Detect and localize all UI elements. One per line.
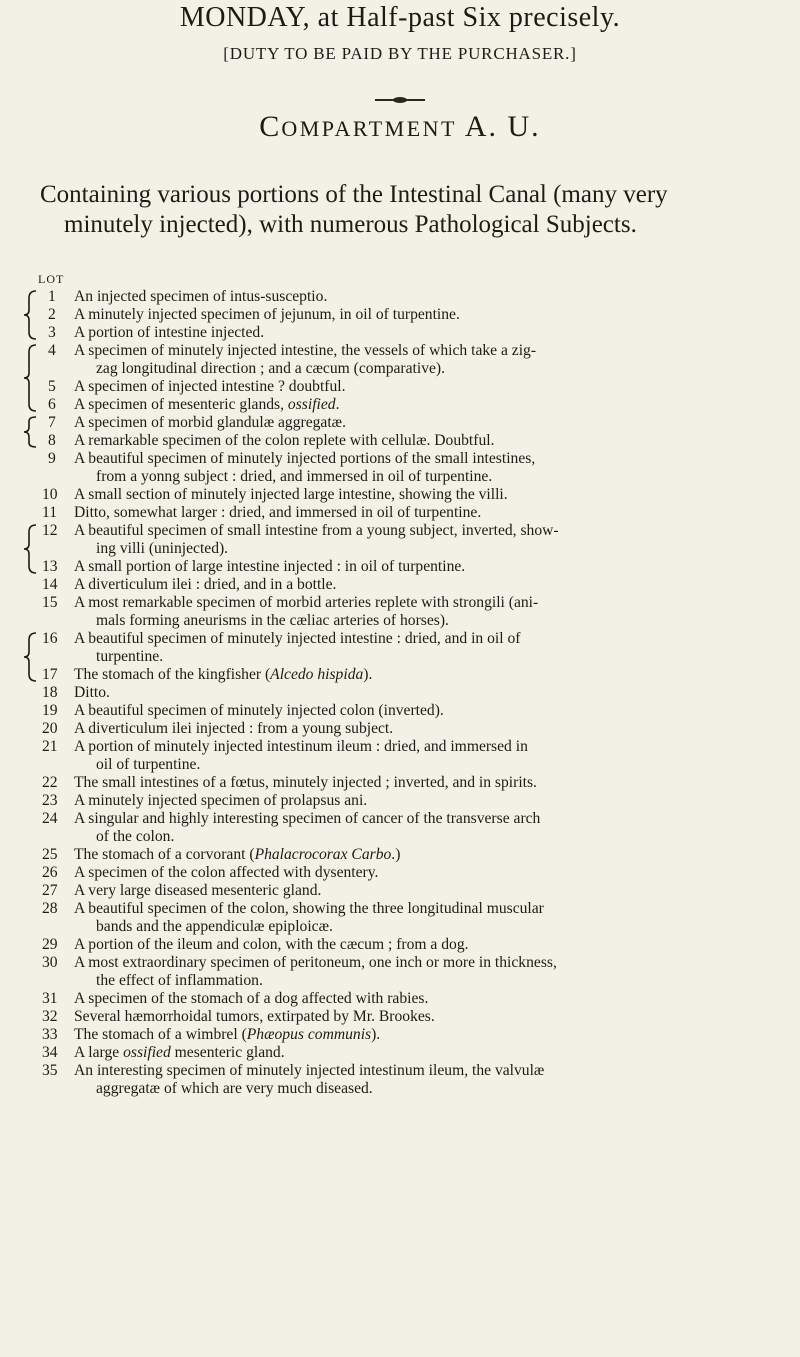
compartment-id: A. U. xyxy=(464,110,541,143)
lot-description-line: A small section of minutely injected large intestine, showing the villi. xyxy=(74,486,508,503)
lot-entry xyxy=(0,900,800,936)
lot-description-line: A singular and highly interesting specimen of cancer of the transverse arch xyxy=(74,810,541,827)
lot-description xyxy=(74,792,780,810)
grouping-brace xyxy=(22,416,40,448)
lot-entry xyxy=(0,702,800,720)
lot-description-line: A minutely injected specimen of prolapsus ani. xyxy=(74,792,368,809)
lot-description-line: A diverticulum ilei injected : from a young subject. xyxy=(74,720,394,737)
lot-column-label: LOT xyxy=(38,272,65,286)
lot-description-line: A beautiful specimen of minutely injected colon (inverted). xyxy=(74,702,444,719)
lot-entry xyxy=(0,846,800,864)
lot-entry xyxy=(0,558,800,576)
lot-number: 17 xyxy=(42,666,58,683)
lot-number: 2 xyxy=(48,306,56,323)
lot-number: 15 xyxy=(42,594,58,611)
lot-entry xyxy=(0,684,800,702)
lot-number: 24 xyxy=(42,810,58,827)
lot-number: 7 xyxy=(48,414,56,431)
duty-notice: [DUTY TO BE PAID BY THE PURCHASER.] xyxy=(223,44,577,63)
lot-description-line: A beautiful specimen of minutely injected intestine : dried, and in oil of xyxy=(74,630,521,647)
lot-description xyxy=(74,990,780,1008)
lot-number: 23 xyxy=(42,792,58,809)
lot-number: 20 xyxy=(42,720,58,737)
lot-entry xyxy=(0,666,800,684)
lot-entry xyxy=(0,990,800,1008)
lot-number: 12 xyxy=(42,522,58,539)
lot-number: 34 xyxy=(42,1044,58,1061)
lot-description-line: A specimen of the colon affected with dysentery. xyxy=(74,864,379,881)
lot-number: 18 xyxy=(42,684,58,701)
lot-number: 21 xyxy=(42,738,58,755)
lot-description-line: The small intestines of a fœtus, minutely injected ; inverted, and in spirits. xyxy=(74,774,537,791)
lot-description-line: oil of turpentine. xyxy=(96,756,201,773)
lot-description-line: A beautiful specimen of the colon, showing the three longitudinal muscular xyxy=(74,900,544,917)
lot-entry xyxy=(0,792,800,810)
lot-list xyxy=(0,288,800,1098)
lot-number: 3 xyxy=(48,324,56,341)
compartment-heading xyxy=(0,110,800,144)
lot-description xyxy=(74,414,780,432)
lot-description-line: A beautiful specimen of small intestine from a young subject, inverted, show- xyxy=(74,522,559,539)
lot-description xyxy=(74,522,780,558)
lot-entry xyxy=(0,288,800,306)
grouping-brace xyxy=(22,632,40,682)
lot-description xyxy=(74,342,780,378)
lot-number: 5 xyxy=(48,378,56,395)
lot-description-line: zag longitudinal direction ; and a cæcum (comparative). xyxy=(96,360,446,377)
lot-entry xyxy=(0,1008,800,1026)
compartment-initial: C xyxy=(259,110,282,143)
lot-number: 33 xyxy=(42,1026,58,1043)
lot-entry xyxy=(0,774,800,792)
lot-description xyxy=(74,774,780,792)
lot-description xyxy=(74,1008,780,1026)
lot-entry xyxy=(0,378,800,396)
lot-entry xyxy=(0,342,800,378)
lot-description-line: from a yonng subject : dried, and immersed in oil of turpentine. xyxy=(96,468,493,485)
lot-entry xyxy=(0,810,800,846)
lot-number: 11 xyxy=(42,504,58,521)
lot-description xyxy=(74,558,780,576)
lot-description xyxy=(74,630,780,666)
lot-entry xyxy=(0,486,800,504)
lot-number: 31 xyxy=(42,990,58,1007)
grouping-brace xyxy=(22,524,40,574)
lot-entry xyxy=(0,954,800,990)
lot-description-line: A small portion of large intestine injected : in oil of turpentine. xyxy=(74,558,466,575)
lot-number: 6 xyxy=(48,396,56,413)
lot-entry xyxy=(0,504,800,522)
lot-description xyxy=(74,1044,780,1062)
lot-description xyxy=(74,576,780,594)
lot-description-line: The stomach of a corvorant (Phalacrocorax Carbo.) xyxy=(74,846,401,863)
lot-description xyxy=(74,846,780,864)
grouping-brace xyxy=(22,344,40,412)
lot-description-line: The stomach of the kingfisher (Alcedo hispida). xyxy=(74,666,373,683)
lot-description xyxy=(74,954,780,990)
lot-description xyxy=(74,450,780,486)
lot-description xyxy=(74,594,780,630)
lot-description xyxy=(74,936,780,954)
lot-description xyxy=(74,900,780,936)
lot-description-line: A specimen of morbid glandulæ aggregatæ. xyxy=(74,414,346,431)
lot-description xyxy=(74,306,780,324)
lot-description-line: A specimen of mesenteric glands, ossified. xyxy=(74,396,340,413)
lot-description-line: mals forming aneurisms in the cæliac arteries of horses). xyxy=(96,612,449,629)
lot-number: 27 xyxy=(42,882,58,899)
compartment-description xyxy=(40,180,780,240)
lot-description-line: ing villi (uninjected). xyxy=(96,540,229,557)
compartment-word: OMPARTMENT xyxy=(281,116,457,141)
lot-number: 22 xyxy=(42,774,58,791)
lot-description-line: A portion of minutely injected intestinum ileum : dried, and immersed in xyxy=(74,738,528,755)
lot-number: 28 xyxy=(42,900,58,917)
description-line-1: Containing various portions of the Intestinal Canal (many very xyxy=(40,181,668,208)
lot-number: 30 xyxy=(42,954,58,971)
lot-number: 9 xyxy=(48,450,56,467)
lot-description-line: A remarkable specimen of the colon replete with cellulæ. Doubtful. xyxy=(74,432,495,449)
lot-description xyxy=(74,720,780,738)
ornamental-rule xyxy=(375,99,425,101)
lot-description-line: Ditto. xyxy=(74,684,110,701)
lot-description-line: A specimen of injected intestine ? doubtful. xyxy=(74,378,346,395)
lot-number: 25 xyxy=(42,846,58,863)
lot-number: 10 xyxy=(42,486,58,503)
lot-entry xyxy=(0,1026,800,1044)
lot-number: 16 xyxy=(42,630,58,647)
lot-entry xyxy=(0,414,800,432)
lot-entry xyxy=(0,522,800,558)
lot-description-line: A specimen of minutely injected intestine, the vessels of which take a zig- xyxy=(74,342,537,359)
lot-description xyxy=(74,738,780,774)
lot-description-line: A portion of the ileum and colon, with the cæcum ; from a dog. xyxy=(74,936,469,953)
grouping-brace xyxy=(22,290,40,340)
lot-entry xyxy=(0,864,800,882)
lot-description-line: Several hæmorrhoidal tumors, extirpated by Mr. Brookes. xyxy=(74,1008,435,1025)
sale-day-heading: MONDAY, at Half-past Six precisely. xyxy=(179,2,621,33)
description-line-2: minutely injected), with numerous Pathological Subjects. xyxy=(64,211,637,238)
lot-description-line: the effect of inflammation. xyxy=(96,972,263,989)
lot-description xyxy=(74,432,780,450)
lot-entry xyxy=(0,306,800,324)
lot-description xyxy=(74,1062,780,1098)
lot-description-line: A diverticulum ilei : dried, and in a bottle. xyxy=(74,576,337,593)
lot-description-line: of the colon. xyxy=(96,828,175,845)
lot-entry xyxy=(0,936,800,954)
lot-description-line: A very large diseased mesenteric gland. xyxy=(74,882,322,899)
lot-description-line: aggregatæ of which are very much diseased. xyxy=(96,1080,373,1097)
lot-entry xyxy=(0,882,800,900)
lot-description-line: A most extraordinary specimen of peritoneum, one inch or more in thickness, xyxy=(74,954,557,971)
lot-entry xyxy=(0,720,800,738)
lot-entry xyxy=(0,738,800,774)
lot-description xyxy=(74,288,780,306)
lot-description-line: turpentine. xyxy=(96,648,164,665)
lot-entry xyxy=(0,576,800,594)
lot-number: 4 xyxy=(48,342,56,359)
lot-description xyxy=(74,810,780,846)
lot-description-line: bands and the appendiculæ epiploicæ. xyxy=(96,918,333,935)
lot-entry xyxy=(0,396,800,414)
lot-description-line: A beautiful specimen of minutely injected portions of the small intestines, xyxy=(74,450,536,467)
lot-entry xyxy=(0,1044,800,1062)
lot-description xyxy=(74,666,780,684)
lot-number: 29 xyxy=(42,936,58,953)
lot-number: 8 xyxy=(48,432,56,449)
lot-number: 26 xyxy=(42,864,58,881)
lot-description-line: A most remarkable specimen of morbid arteries replete with strongili (ani- xyxy=(74,594,539,611)
lot-description xyxy=(74,702,780,720)
lot-number: 13 xyxy=(42,558,58,575)
lot-entry xyxy=(0,324,800,342)
lot-number: 1 xyxy=(48,288,56,305)
lot-entry xyxy=(0,450,800,486)
lot-description-line: A large ossified mesenteric gland. xyxy=(74,1044,285,1061)
lot-entry xyxy=(0,1062,800,1098)
lot-description-line: A minutely injected specimen of jejunum, in oil of turpentine. xyxy=(74,306,460,323)
lot-description-line: The stomach of a wimbrel (Phæopus communis). xyxy=(74,1026,381,1043)
lot-description xyxy=(74,378,780,396)
lot-description xyxy=(74,864,780,882)
lot-description-line: An interesting specimen of minutely injected intestinum ileum, the valvulæ xyxy=(74,1062,545,1079)
lot-description xyxy=(74,396,780,414)
lot-description xyxy=(74,1026,780,1044)
lot-number: 19 xyxy=(42,702,58,719)
lot-description xyxy=(74,324,780,342)
lot-description-line: A specimen of the stomach of a dog affected with rabies. xyxy=(74,990,429,1007)
lot-description xyxy=(74,684,780,702)
lot-number: 32 xyxy=(42,1008,58,1025)
lot-description-line: A portion of intestine injected. xyxy=(74,324,265,341)
lot-description-line: An injected specimen of intus-susceptio. xyxy=(74,288,328,305)
lot-description-line: Ditto, somewhat larger : dried, and immersed in oil of turpentine. xyxy=(74,504,482,521)
lot-number: 35 xyxy=(42,1062,58,1079)
lot-entry xyxy=(0,432,800,450)
lot-description xyxy=(74,486,780,504)
lot-description xyxy=(74,504,780,522)
lot-description xyxy=(74,882,780,900)
lot-entry xyxy=(0,594,800,630)
lot-number: 14 xyxy=(42,576,58,593)
lot-entry xyxy=(0,630,800,666)
